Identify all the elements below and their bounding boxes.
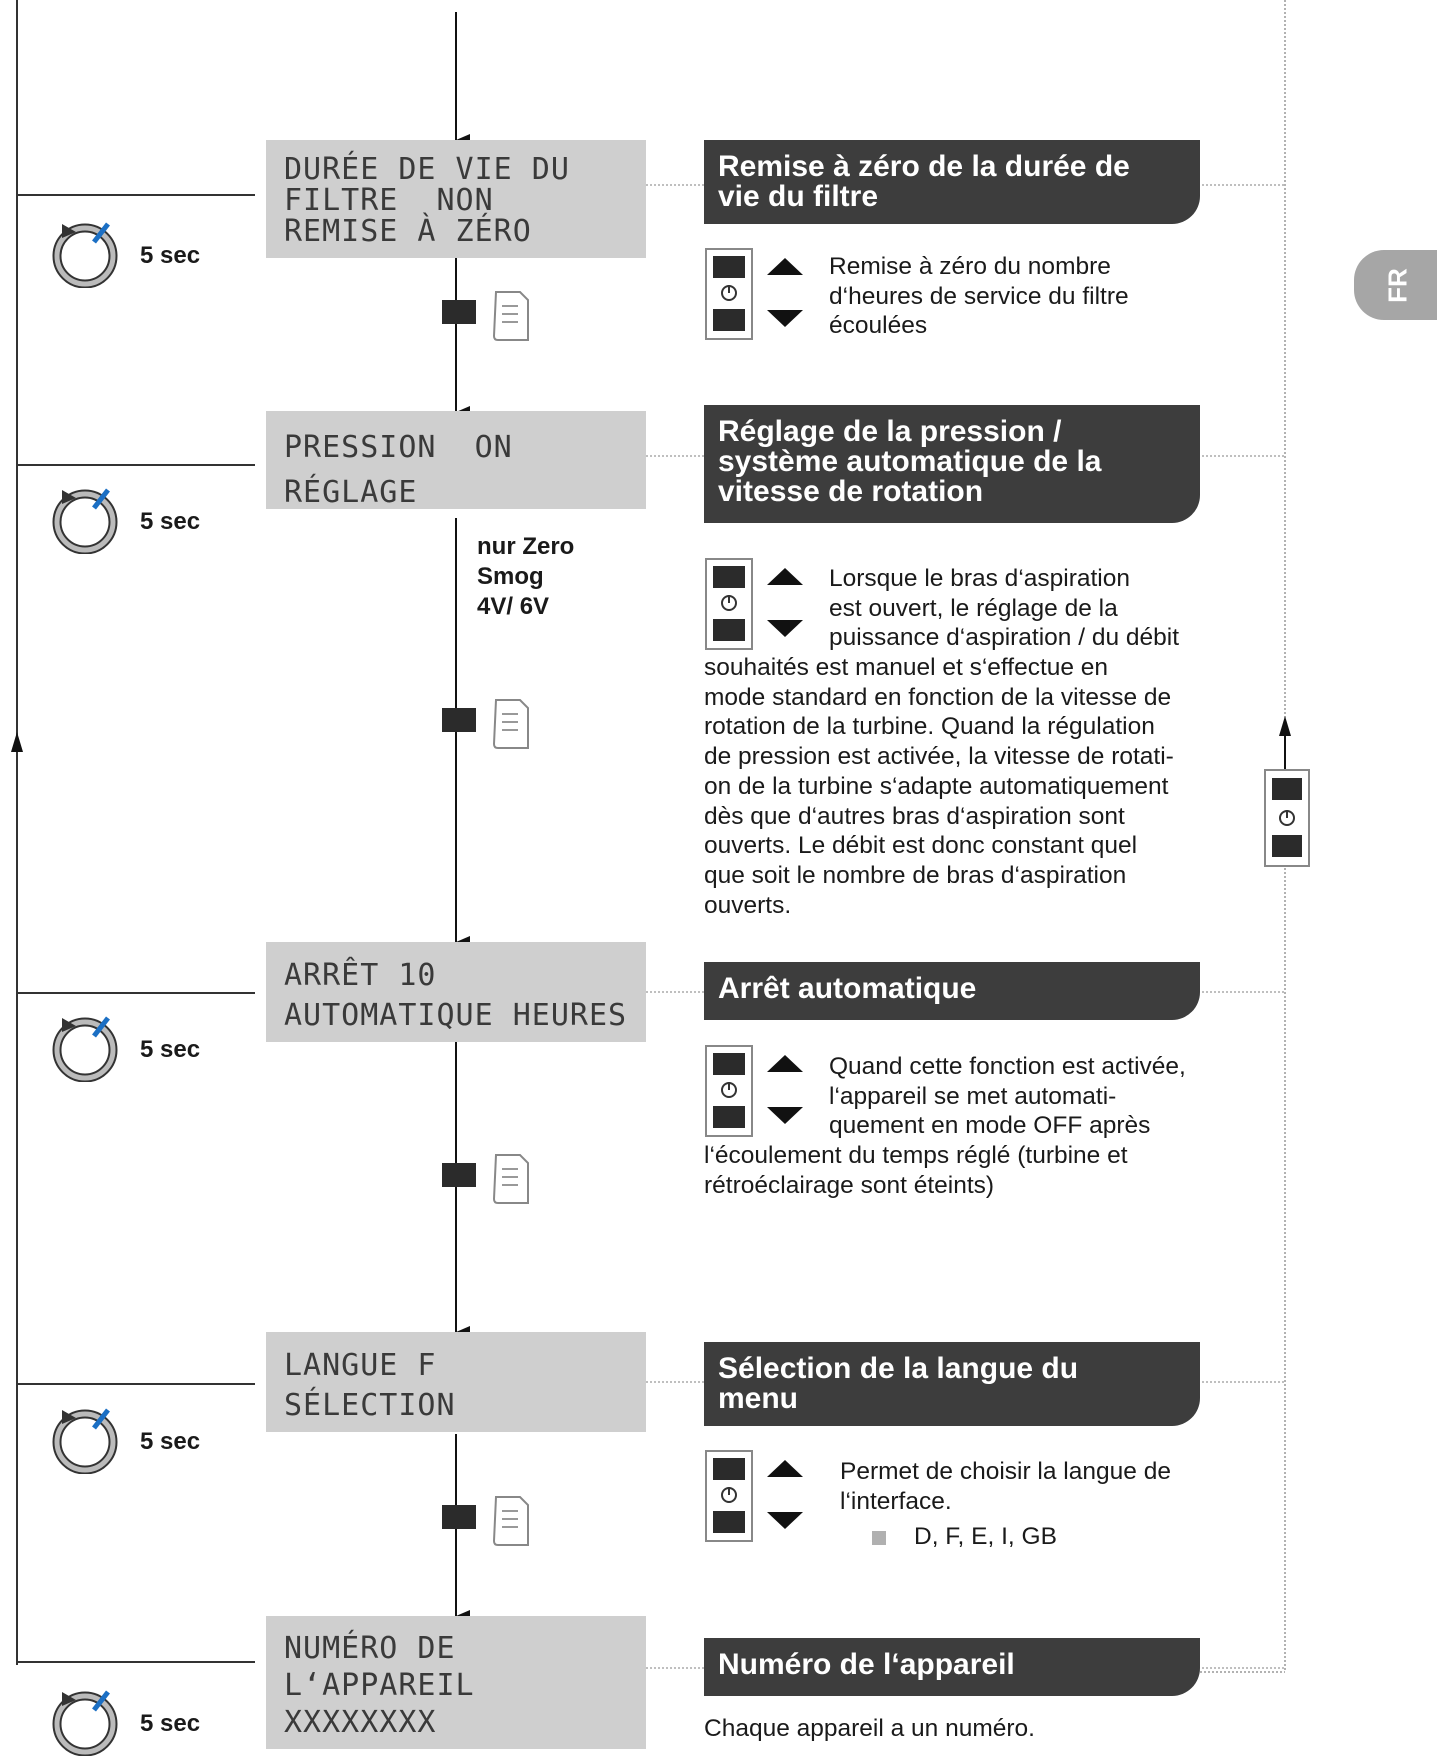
lcd-display-filter-reset bbox=[266, 140, 646, 258]
button-doc-icon-1 bbox=[442, 292, 528, 340]
section-title-device-number bbox=[704, 1638, 1200, 1696]
desc-line: rétroéclairage sont éteints) bbox=[704, 1171, 995, 1199]
title-line: vitesse de rotation bbox=[718, 475, 984, 508]
timer-icon bbox=[50, 1012, 120, 1082]
bullet-icon bbox=[872, 1531, 886, 1545]
desc-line: Permet de choisir la langue de bbox=[840, 1458, 1171, 1485]
section-title-filter-reset bbox=[704, 140, 1200, 224]
return-control-panel-icon bbox=[1265, 770, 1309, 866]
lcd-line: XXXXXXXX bbox=[284, 1705, 437, 1740]
timer-icon bbox=[50, 218, 120, 288]
button-doc-icon-3 bbox=[442, 1155, 528, 1203]
desc-line: l‘interface. bbox=[840, 1487, 952, 1515]
desc-line: mode standard en fonction de la vitesse de bbox=[704, 683, 1172, 711]
button-doc-icon-2 bbox=[442, 700, 528, 748]
desc-line: Remise à zéro du nombre bbox=[829, 253, 1111, 280]
right-arrow-head bbox=[1279, 716, 1291, 736]
title-line: système automatique de la bbox=[718, 445, 1102, 478]
timer-icon bbox=[50, 484, 120, 554]
section-title-pressure bbox=[704, 405, 1200, 523]
up-down-buttons-icon bbox=[705, 558, 805, 650]
lcd-line: ARRÊT 10 bbox=[284, 958, 437, 993]
timer-label-3: 5 sec bbox=[140, 1036, 201, 1063]
lcd-display-language bbox=[266, 1332, 646, 1432]
language-options bbox=[840, 1522, 1171, 1552]
title-line: Arrêt automatique bbox=[718, 972, 977, 1005]
desc-line: l‘écoulement du temps réglé (turbine et bbox=[704, 1142, 1128, 1169]
desc-line: souhaités est manuel et s‘effectue en bbox=[704, 654, 1109, 681]
desc-line: d‘heures de service du filtre bbox=[829, 282, 1129, 310]
model-note-line: 4V/ 6V bbox=[477, 593, 550, 620]
timer-icon bbox=[50, 1686, 120, 1756]
desc-line: Chaque appareil a un numéro. bbox=[704, 1715, 1035, 1742]
lcd-line: FILTRE NON bbox=[284, 183, 494, 218]
model-note bbox=[477, 532, 574, 622]
desc-line: est ouvert, le réglage de la bbox=[829, 594, 1118, 622]
desc-line: écoulées bbox=[829, 312, 928, 340]
lcd-line: REMISE À ZÉRO bbox=[284, 214, 532, 249]
title-line: Numéro de l‘appareil bbox=[718, 1648, 1015, 1681]
lcd-line: RÉGLAGE bbox=[284, 475, 418, 510]
model-note-line: nur Zero bbox=[477, 533, 575, 560]
title-line: menu bbox=[718, 1382, 799, 1415]
title-line: Sélection de la langue du bbox=[718, 1352, 1079, 1385]
language-side-tab-label: FR bbox=[1382, 268, 1413, 303]
desc-line: de pression est activée, la vitesse de rotati- bbox=[704, 743, 1174, 771]
title-line: vie du filtre bbox=[718, 180, 879, 213]
timer-label-4: 5 sec bbox=[140, 1428, 201, 1455]
timer-label-1: 5 sec bbox=[140, 242, 201, 269]
desc-line: Lorsque le bras d‘aspiration bbox=[829, 565, 1130, 592]
language-side-tab bbox=[1354, 250, 1437, 320]
lcd-display-pressure bbox=[266, 411, 646, 509]
button-doc-icon-4 bbox=[442, 1497, 528, 1545]
section-desc-auto-off bbox=[704, 1141, 1128, 1200]
desc-line: ouverts. bbox=[704, 891, 792, 919]
timer-icon bbox=[50, 1404, 120, 1474]
lcd-line: PRESSION ON bbox=[284, 430, 513, 465]
model-note-line: Smog bbox=[477, 563, 544, 590]
section-title-language bbox=[704, 1342, 1200, 1426]
section-desc-pressure-intro bbox=[829, 564, 1179, 653]
lcd-line: LANGUE F bbox=[284, 1348, 437, 1383]
up-down-buttons-icon bbox=[705, 1045, 805, 1137]
desc-line: ouverts. Le débit est donc constant quel bbox=[704, 832, 1138, 860]
desc-line: on de la turbine s‘adapte automatiquement bbox=[704, 772, 1169, 800]
lcd-line: AUTOMATIQUE HEURES bbox=[284, 998, 628, 1033]
section-title-auto-off bbox=[704, 962, 1200, 1020]
desc-line: quement en mode OFF après bbox=[829, 1112, 1151, 1140]
desc-line: que soit le nombre de bras d‘aspiration bbox=[704, 861, 1127, 889]
section-desc-device-number bbox=[704, 1714, 1035, 1744]
lcd-line: L‘APPAREIL bbox=[284, 1668, 475, 1703]
desc-line: l‘appareil se met automati- bbox=[829, 1082, 1117, 1110]
desc-line: puissance d‘aspiration / du débit bbox=[829, 624, 1180, 652]
language-options-text: D, F, E, I, GB bbox=[914, 1523, 1057, 1551]
section-desc-language bbox=[840, 1457, 1171, 1552]
section-desc-auto-off-intro bbox=[829, 1052, 1186, 1141]
timer-label-2: 5 sec bbox=[140, 508, 201, 535]
lcd-line: SÉLECTION bbox=[284, 1388, 456, 1423]
section-desc-pressure bbox=[704, 653, 1174, 920]
desc-line: rotation de la turbine. Quand la régulation bbox=[704, 713, 1155, 741]
lcd-display-auto-off bbox=[266, 942, 646, 1042]
left-return-arrow bbox=[11, 732, 23, 752]
title-line: Remise à zéro de la durée de bbox=[718, 150, 1130, 183]
title-line: Réglage de la pression / bbox=[718, 415, 1062, 448]
desc-line: dès que d‘autres bras d‘aspiration sont bbox=[704, 802, 1125, 830]
section-desc-filter-reset bbox=[829, 252, 1129, 341]
lcd-line: DURÉE DE VIE DU bbox=[284, 152, 570, 187]
up-down-buttons-icon bbox=[705, 1450, 805, 1542]
up-down-buttons-icon bbox=[705, 248, 805, 340]
desc-line: Quand cette fonction est activée, bbox=[829, 1053, 1186, 1080]
timer-label-5: 5 sec bbox=[140, 1710, 201, 1737]
lcd-line: NUMÉRO DE bbox=[284, 1631, 456, 1666]
lcd-display-device-number bbox=[266, 1616, 646, 1749]
